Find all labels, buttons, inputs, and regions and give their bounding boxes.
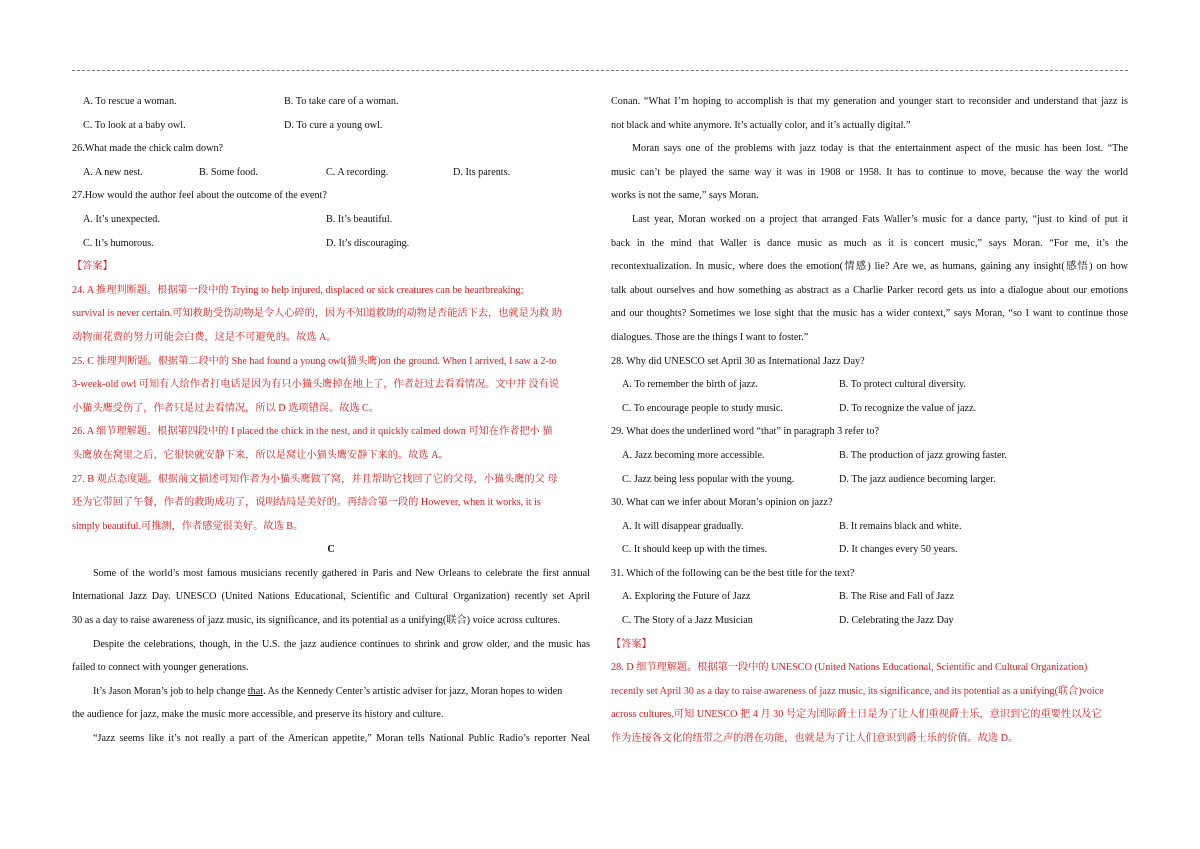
passage-line: failed to connect with younger generations. (72, 662, 249, 674)
q30-stem: 30. What can we infer about Moran’s opinion on jazz? (611, 497, 833, 509)
q27-option-c: C. It’s humorous. (83, 237, 154, 249)
answers-left (72, 279, 590, 539)
passage-line: works is not the same,” says Moran. (611, 190, 759, 202)
q25-option-d: D. To cure a young owl. (284, 119, 383, 131)
passage-line: not black and white anymore. It’s actually color, and it’s actually digital.” (611, 119, 911, 131)
q25-option-a: A. To rescue a woman. (83, 96, 177, 107)
answer-header-right: 【答案】 (611, 638, 652, 650)
q29-options-row-1 (611, 444, 1128, 468)
answer-header-left: 【答案】 (72, 261, 113, 273)
passage-line: talk about ourselves and how something as abstract as a Charlie Parker record gets us into a dialogue about our emotions (611, 284, 1128, 296)
q25-option-b: B. To take care of a woman. (284, 96, 399, 107)
q26-option-a: A. A new nest. (83, 166, 143, 178)
q28-option-b: B. To protect cultural diversity. (839, 379, 966, 391)
q30-option-a: A. It will disappear gradually. (622, 520, 744, 532)
underlined-word: that (247, 685, 264, 697)
q26-option-b: B. Some food. (199, 166, 258, 178)
answer-line: 26. A 细节理解题。根据第四段中的 I placed the chick in the nest, and it quickly calmed down 可知在作者把小 猫 (72, 426, 553, 438)
q31-option-d: D. Celebrating the Jazz Day (839, 615, 954, 627)
answer-line: 头鹰放在窝里之后，它很快就安静下来，所以是窝让小猫头鹰安静下来的。故选 A。 (72, 449, 449, 461)
passage-line: Some of the world’s most famous musicians recently gathered in Paris and New Orleans to celebrate the first annual (93, 567, 590, 579)
answer-line: recently set April 30 as a day to raise awareness of jazz music, its significance, and its potential as a unifying(联合)voice (611, 685, 1104, 697)
q25-options-row-1 (72, 90, 590, 114)
answer-line: 还为它带回了午餐，作者的救助成功了，说明结局是美好的。再结合第一段的 However, when it works, it is (72, 497, 541, 509)
passage-line: back in the mind that Waller is dance music as much as it is concert music,” says Moran. “For me, it’s the (611, 237, 1128, 249)
answer-line: 28. D 细节理解题。根据第一段中的 UNESCO (United Nations Educational, Scientific and Cultural Organization) (611, 662, 1088, 674)
passage-line: dialogues. Those are the things I want to foster.” (611, 331, 809, 343)
q31-option-c: C. The Story of a Jazz Musician (622, 615, 753, 627)
q30-options-row-1 (611, 515, 1128, 539)
answer-line: 作为连接各文化的纽带之声的潜在功能，也就是为了让人们意识到爵士乐的价值。故选 D。 (611, 733, 1019, 745)
answer-line: survival is never certain.可知救助受伤动物是令人心碎的，因为不知道救助的动物是否能活下去，也就是为救 助 (72, 308, 562, 320)
q28-option-d: D. To recognize the value of jazz. (839, 402, 977, 414)
q29-stem: 29. What does the underlined word “that” in paragraph 3 refer to? (611, 426, 879, 438)
answer-line: 27. B 观点态度题。根据前文描述可知作者为小猫头鹰做了窝，并且帮助它找回了它的父母，小猫头鹰的父 母 (72, 473, 558, 485)
q27-stem: 27.How would the author feel about the outcome of the event? (72, 190, 327, 202)
answer-line: across cultures.可知 UNESCO 把 4 月 30 号定为国际爵士日是为了让人们重视爵士乐，意识到它的重要性以及它 (611, 709, 1102, 721)
q29-option-c: C. Jazz being less popular with the young. (622, 473, 795, 485)
q26-options (72, 161, 590, 185)
q30-option-b: B. It remains black and white. (839, 520, 962, 532)
passage-line: recontextualization. In music, where does the emotion(情感) lie? Are we, as humans, gaining any insight(感悟) on how (611, 261, 1128, 273)
answer-line: 25. C 推理判断题。根据第二段中的 She had found a young owl(猫头鹰)on the ground. When I arrived, I saw a 2-to (72, 355, 557, 367)
q28-option-a: A. To remember the birth of jazz. (622, 379, 759, 391)
passage-line: and our thoughts? Sometimes we lose sight that the music has a wider context,” says Moran, “so I want to continue those (611, 308, 1128, 320)
q27-option-a: A. It’s unexpected. (83, 213, 160, 225)
passage-line: the audience for jazz, make the music more accessible, and preserve its history and culture. (72, 709, 444, 721)
q27-options-row-1 (72, 208, 590, 232)
passage-text: . As the Kennedy Center’s artistic adviser for jazz, Moran hopes to widen (263, 685, 563, 697)
passage-line: Despite the celebrations, though, in the U.S. the jazz audience continues to shrink and grow older, and the music has (93, 638, 590, 650)
q30-option-d: D. It changes every 50 years. (839, 544, 958, 556)
q27-option-d: D. It’s discouraging. (326, 237, 410, 249)
q27-option-b: B. It’s beautiful. (326, 213, 393, 225)
left-column (72, 90, 590, 751)
q31-option-a: A. Exploring the Future of Jazz (622, 591, 751, 603)
q30-option-c: C. It should keep up with the times. (622, 544, 768, 556)
passage-line: International Jazz Day. UNESCO (United Nations Educational, Scientific and Cultural Organization) recently set April (72, 591, 590, 603)
passage-line-with-underline (72, 680, 590, 704)
q28-stem: 28. Why did UNESCO set April 30 as International Jazz Day? (611, 355, 865, 367)
section-title: C (327, 544, 335, 556)
q25-option-c: C. To look at a baby owl. (83, 119, 186, 131)
q29-option-a: A. Jazz becoming more accessible. (622, 449, 765, 461)
answer-line: 24. A 推理判断题。根据第一段中的 Trying to help injured, displaced or sick creatures can be heartbreaking; (72, 284, 524, 296)
answers-right (611, 656, 1128, 750)
q31-options-row-1 (611, 585, 1128, 609)
q31-stem: 31. Which of the following can be the best title for the text? (611, 567, 855, 579)
q28-options-row-1 (611, 373, 1128, 397)
q27-options-row-2 (72, 232, 590, 256)
q28-options-row-2 (611, 397, 1128, 421)
answer-line: simply beautiful.可推测，作者感觉很美好。故选 B。 (72, 520, 304, 532)
answer-line: 3-week-old owl 可知有人给作者打电话是因为有只小猫头鹰掉在地上了，作者赶过去看看情况。文中并 没有说 (72, 379, 559, 391)
passage-line: Moran says one of the problems with jazz today is that the entertainment aspect of the music has been lost. “The (632, 143, 1128, 155)
q25-options-row-2 (72, 114, 590, 138)
answer-line: 小猫头鹰受伤了，作者只是过去看情况，所以 D 选项错误。故选 C。 (72, 402, 380, 414)
answer-line: 动物而花费的努力可能会白费，这是不可避免的。故选 A。 (72, 331, 337, 343)
q29-option-b: B. The production of jazz growing faster. (839, 449, 1007, 461)
passage-line: Conan. “What I’m hoping to accomplish is that my generation and younger start to reconsider and understand that jazz is (611, 96, 1128, 107)
q26-stem: 26.What made the chick calm down? (72, 143, 224, 155)
passage-text: It’s Jason Moran’s job to help change (93, 685, 248, 697)
q26-option-d: D. Its parents. (453, 166, 511, 178)
passage-line: Last year, Moran worked on a project that arranged Fats Waller’s music for a dance party, “just to kind of put it (632, 213, 1128, 225)
q30-options-row-2 (611, 538, 1128, 562)
q31-options-row-2 (611, 609, 1128, 633)
passage-line: music can’t be played the same way it was in 1908 or 1958. It has to continue to move, because the way the world (611, 166, 1128, 178)
q28-option-c: C. To encourage people to study music. (622, 402, 783, 414)
q29-option-d: D. The jazz audience becoming larger. (839, 473, 996, 485)
header-divider (72, 70, 1128, 71)
passage-line: 30 as a day to raise awareness of jazz music, its significance, and its potential as a unifying(联合) voice across cultures. (72, 615, 560, 627)
passage-line: “Jazz seems like it’s not really a part of the American appetite,” Moran tells National Public Radio’s reporter Neal (93, 733, 590, 745)
right-column (611, 90, 1128, 751)
q26-option-c: C. A recording. (326, 166, 389, 178)
q31-option-b: B. The Rise and Fall of Jazz (839, 591, 954, 603)
q29-options-row-2 (611, 468, 1128, 492)
